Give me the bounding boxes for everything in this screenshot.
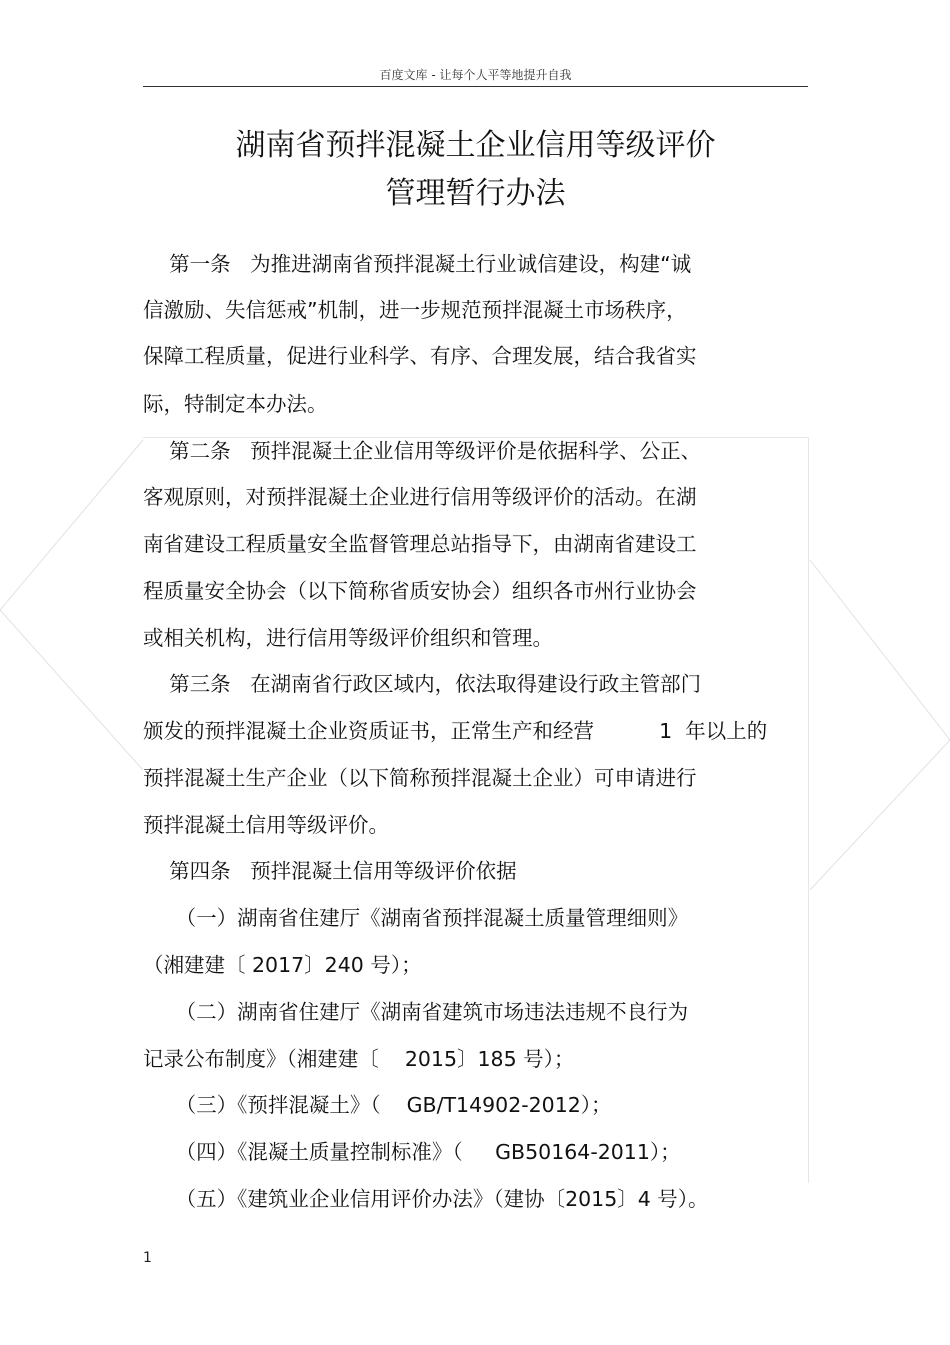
body-line: 第三条 在湖南省行政区域内，依法取得建设行政主管部门 (143, 672, 702, 696)
body-line: （四）《混凝土质量控制标准》（ GB50164-2011）； (143, 1140, 681, 1164)
body-line: 保障工程质量，促进行业科学、有序、合理发展，结合我省实 (143, 344, 697, 368)
body-line: （湘建建〔 2017〕240 号）； (143, 953, 422, 977)
body-line: 客观原则，对预拌混凝土企业进行信用等级评价的活动。在湖 (143, 485, 697, 509)
document-title-line-2: 管理暂行办法 (385, 176, 566, 211)
body-line: 或相关机构，进行信用等级评价组织和管理。 (143, 626, 553, 650)
body-line: 记录公布制度》（湘建建〔 2015〕185 号）； (143, 1047, 575, 1071)
body-line: 信激励、失信惩戒”机制，进一步规范预拌混凝土市场秩序， (143, 298, 687, 322)
header-divider (143, 86, 808, 87)
body-line: （一）湖南省住建厅《湖南省预拌混凝土质量管理细则》 (143, 906, 689, 930)
body-line: 预拌混凝土信用等级评价。 (143, 813, 389, 837)
document-title-line-1: 湖南省预拌混凝土企业信用等级评价 (235, 128, 716, 163)
body-line: （二）湖南省住建厅《湖南省建筑市场违法违规不良行为 (143, 1000, 689, 1024)
body-line: （三）《预拌混凝土》（ GB/T14902-2012）； (143, 1093, 612, 1117)
body-line: 第一条 为推进湖南省预拌混凝土行业诚信建设，构建“诚 (143, 252, 692, 276)
body-line: 颁发的预拌混凝土企业资质证书，正常生产和经营 1 年以上的 (143, 719, 768, 743)
body-line: 预拌混凝土生产企业（以下简称预拌混凝土企业）可申请进行 (143, 766, 697, 790)
body-line: 程质量安全协会（以下简称省质安协会）组织各市州行业协会 (143, 579, 697, 603)
body-line: 际，特制定本办法。 (143, 392, 328, 416)
page-number: 1 (143, 1250, 152, 1266)
page-header: 百度文库 - 让每个人平等地提升自我 (379, 68, 572, 82)
body-line: 南省建设工程质量安全监督管理总站指导下，由湖南省建设工 (143, 532, 697, 556)
body-line: （五）《建筑业企业信用评价办法》（建协〔2015〕4 号）。 (143, 1187, 709, 1211)
body-line: 第二条 预拌混凝土企业信用等级评价是依据科学、公正、 (143, 439, 702, 463)
body-line: 第四条 预拌混凝土信用等级评价依据 (143, 859, 517, 883)
